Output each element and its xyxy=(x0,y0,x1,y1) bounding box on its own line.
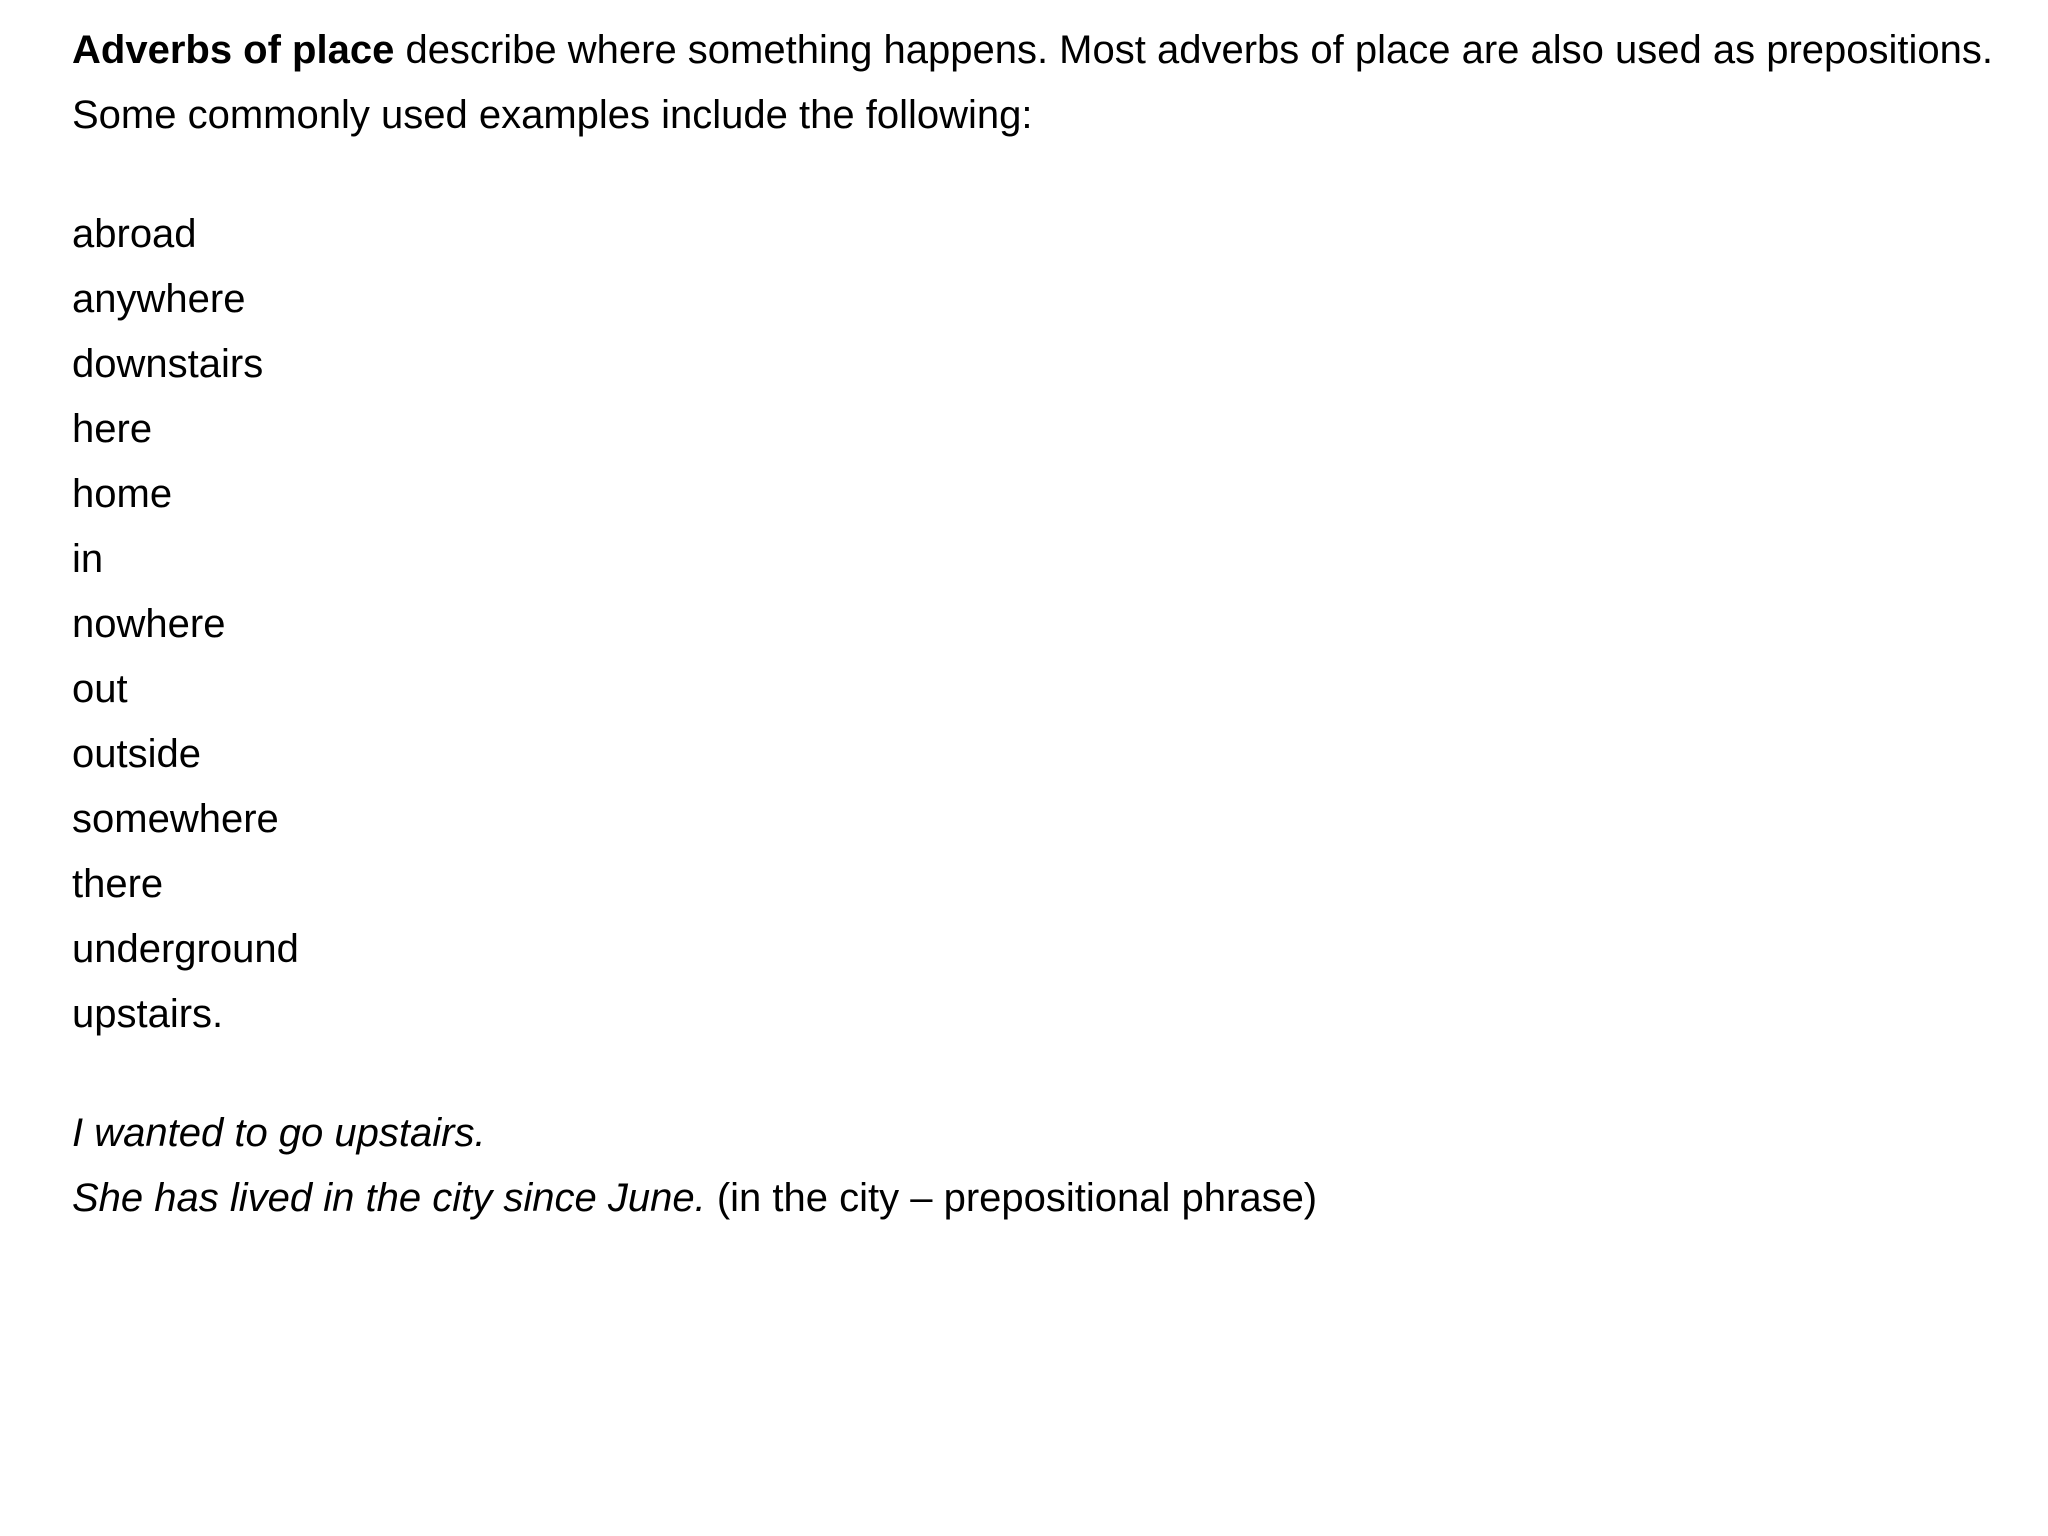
list-item: out xyxy=(72,667,128,711)
intro-line-2: Some commonly used examples include the following: xyxy=(72,93,1033,137)
list-item: somewhere xyxy=(72,797,279,841)
list-item: nowhere xyxy=(72,602,226,646)
list-item: home xyxy=(72,472,173,516)
example-sentence-2 xyxy=(72,1166,2022,1231)
list-item: anywhere xyxy=(72,277,246,321)
intro-line-1 xyxy=(72,18,2022,83)
example-sentences xyxy=(72,1101,2022,1231)
intro-term: Adverbs of place xyxy=(72,28,395,72)
list-item: there xyxy=(72,862,164,906)
intro-line-1-rest: describe where something happens. Most adverbs of place are also used as prepositions. xyxy=(394,28,1994,72)
list-item: upstairs. xyxy=(72,992,224,1036)
list-item: downstairs xyxy=(72,342,264,386)
list-item: abroad xyxy=(72,212,197,256)
intro-paragraph xyxy=(72,18,2022,148)
adverb-list xyxy=(72,202,2022,1047)
list-item: outside xyxy=(72,732,201,776)
list-item: here xyxy=(72,407,153,451)
document-page xyxy=(72,18,2022,1231)
list-item: in xyxy=(72,537,104,581)
example-2-text: She has lived in the city since June. xyxy=(72,1176,706,1220)
example-sentence-1 xyxy=(72,1101,2022,1166)
list-item: underground xyxy=(72,927,299,971)
example-2-note: (in the city – prepositional phrase) xyxy=(705,1176,1318,1220)
example-1-text: I wanted to go upstairs. xyxy=(72,1111,486,1155)
